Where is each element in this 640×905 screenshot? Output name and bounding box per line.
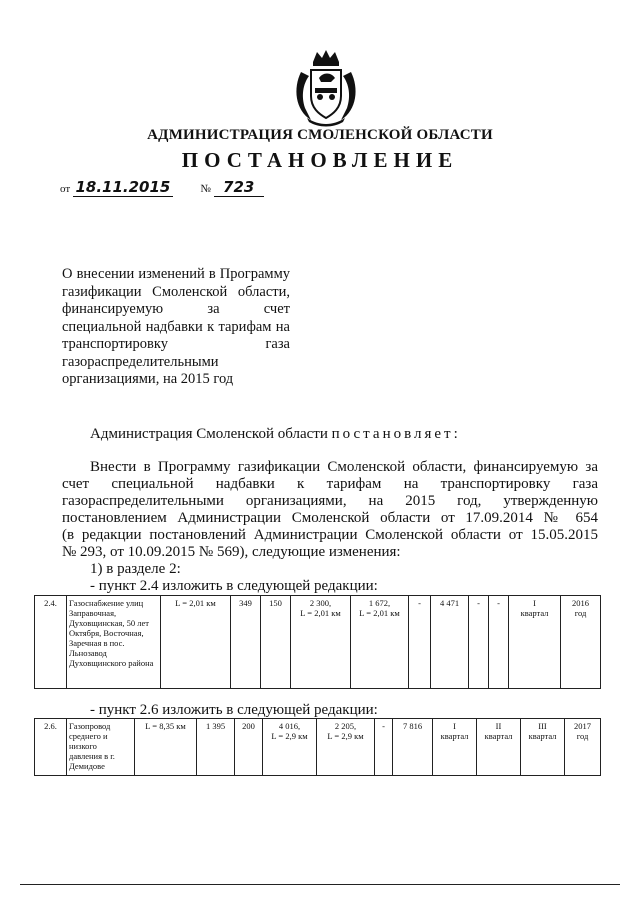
cell-value: -: [469, 596, 489, 689]
cell-value: 7 816: [393, 719, 433, 776]
cell-value: [351, 596, 409, 689]
year-label: год: [574, 608, 587, 618]
cell-value: 4 471: [431, 596, 469, 689]
cell-length-sub: L = 2,01 км: [300, 608, 341, 618]
number-prefix: №: [200, 183, 211, 195]
cell-quarter: [477, 719, 521, 776]
cell-length-sub: L = 2,9 км: [327, 731, 364, 741]
cell-length-sub: L = 2,01 км: [359, 608, 400, 618]
cell-object-name: Газопровод среднего и низкого давления в г. Демидове: [67, 719, 135, 776]
cell-value: 1 395: [197, 719, 235, 776]
quarter-numeral: I: [533, 598, 536, 608]
coat-of-arms-emblem: [291, 48, 361, 128]
cell-value: -: [489, 596, 509, 689]
date-number-row: [60, 178, 264, 197]
year-value: 2016: [572, 598, 589, 608]
cell-length: L = 8,35 км: [135, 719, 197, 776]
body-line: Внести в Программу газификации Смоленской области, финансируемую за: [90, 459, 598, 475]
cell-quarter: [509, 596, 561, 689]
document-type-title: ПОСТАНОВЛЕНИЕ: [181, 148, 459, 172]
body-line: счет специальной надбавки к тарифам на транспортировку газа: [62, 476, 598, 492]
date-value: 18.11.2015: [75, 178, 171, 196]
cell-quarter: [433, 719, 477, 776]
subject-line: транспортировку газа: [62, 336, 290, 352]
item-2-6-heading: - пункт 2.6 изложить в следующей редакции:: [90, 702, 378, 718]
body-paragraph: [62, 459, 598, 578]
coat-of-arms-icon: [291, 48, 361, 128]
cell-value: 349: [231, 596, 261, 689]
date-field: [73, 178, 173, 197]
cell-number: 2.4.: [35, 596, 67, 689]
cell-value: 200: [235, 719, 263, 776]
item-2-4-heading: - пункт 2.4 изложить в следующей редакции:: [90, 578, 378, 594]
subject-line: О внесении изменений в Программу: [62, 266, 290, 282]
cell-value: -: [375, 719, 393, 776]
cell-value: [291, 596, 351, 689]
cell-value: 150: [261, 596, 291, 689]
cell-amount: 2 205,: [334, 721, 357, 731]
quarter-numeral: I: [453, 721, 456, 731]
intro-verb: постановляет:: [331, 426, 461, 442]
body-line: газораспределительными организациями, на 2015 год, утвержденную: [62, 493, 598, 509]
intro-lead: Администрация Смоленской области: [90, 426, 328, 442]
body-line: постановлением Администрации Смоленской области от 17.09.2014 № 654: [62, 510, 598, 526]
cell-year: [561, 596, 601, 689]
organization-name: АДМИНИСТРАЦИЯ СМОЛЕНСКОЙ ОБЛАСТИ: [147, 127, 493, 143]
quarter-label: квартал: [520, 608, 549, 618]
quarter-numeral: II: [495, 721, 502, 731]
quarter-label: квартал: [440, 731, 469, 741]
quarter-numeral: III: [538, 721, 547, 731]
cell-value: -: [409, 596, 431, 689]
body-line: № 293, от 10.09.2015 № 569), следующие изменения:: [62, 544, 401, 560]
table-row: [35, 719, 601, 776]
subject-block: [62, 266, 290, 389]
subject-line: газификации Смоленской области,: [62, 283, 290, 300]
cell-object-name: Газоснабжение улиц Заправочная, Духовщинская, 50 лет Октября, Восточная, Заречная в пос. Льнозавод Духовщинского района: [67, 596, 161, 689]
cell-length: L = 2,01 км: [161, 596, 231, 689]
body-line: 1) в разделе 2:: [90, 561, 181, 577]
page-bottom-rule: [20, 884, 620, 885]
cell-amount: 1 672,: [368, 598, 391, 608]
cell-quarter: [521, 719, 565, 776]
subject-line: газораспределительными: [62, 353, 219, 370]
subject-line: финансируемую за счет: [62, 301, 290, 317]
body-line: (в редакции постановлений Администрации Смоленской области от 15.05.2015: [62, 527, 598, 543]
number-value: 723: [223, 178, 255, 196]
cell-value: [263, 719, 317, 776]
cell-amount: 4 016,: [278, 721, 301, 731]
subject-line: организациями, на 2015 год: [62, 371, 234, 387]
year-label: год: [576, 731, 589, 741]
intro-paragraph: [90, 426, 461, 443]
number-field: [214, 178, 264, 197]
table-item-2-4: [34, 595, 601, 689]
quarter-label: квартал: [528, 731, 557, 741]
cell-length-sub: L = 2,9 км: [271, 731, 308, 741]
cell-amount: 2 300,: [309, 598, 332, 608]
quarter-label: квартал: [484, 731, 513, 741]
date-prefix: от: [60, 183, 71, 195]
year-value: 2017: [574, 721, 591, 731]
table-item-2-6: [34, 718, 601, 776]
table-row: [35, 596, 601, 689]
subject-line: специальной надбавки к тарифам на: [62, 318, 290, 335]
cell-year: [565, 719, 601, 776]
cell-value: [317, 719, 375, 776]
cell-number: 2.6.: [35, 719, 67, 776]
